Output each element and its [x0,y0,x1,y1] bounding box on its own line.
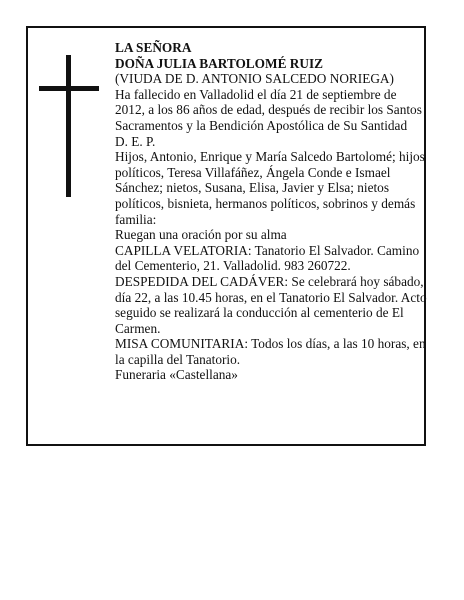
obituary-notice [26,26,426,446]
chapel-info: CAPILLA VELATORIA: Tanatorio El Salvador. Camino del Cementerio, 21. Valladolid. 983 260722. [115,242,420,274]
cross-horizontal-bar [39,86,99,91]
family-list: Hijos, Antonio, Enrique y María Salcedo Bartolomé; hijos políticos, Teresa Villafáñez, Ángela Conde e Ismael Sánchez; nietos, Susana, Elisa, Javier y Elsa; nietos políticos, bisnieta, hermanos políticos, sobrinos y demás familia: [115,149,425,227]
rip-line: D. E. P. [115,133,156,149]
notice-text [115,40,427,383]
farewell-info: DESPEDIDA DEL CADÁVER: Se celebrará hoy sábado, día 22, a las 10.45 horas, en el Tanatorio El Salvador. Acto seguido se realizará la conducción al cementerio de El Carmen. [115,273,427,336]
deceased-name: DOÑA JULIA BARTOLOMÉ RUIZ [115,55,324,71]
widow-of-line: (VIUDA DE D. ANTONIO SALCEDO NORIEGA) [115,71,394,87]
funeral-home: Funeraria «Castellana» [115,367,238,383]
death-announcement: Ha fallecido en Valladolid el día 21 de septiembre de 2012, a los 86 años de edad, después de recibir los Santos Sacramentos y la Bendición Apostólica de Su Santidad [115,86,422,133]
prayer-request: Ruegan una oración por su alma [115,227,287,243]
cross-vertical-bar [66,55,71,197]
cross-icon [39,55,99,197]
mass-info: MISA COMUNITARIA: Todos los días, a las 10 horas, en la capilla del Tanatorio. [115,336,426,367]
notice-title: LA SEÑORA [115,40,192,55]
